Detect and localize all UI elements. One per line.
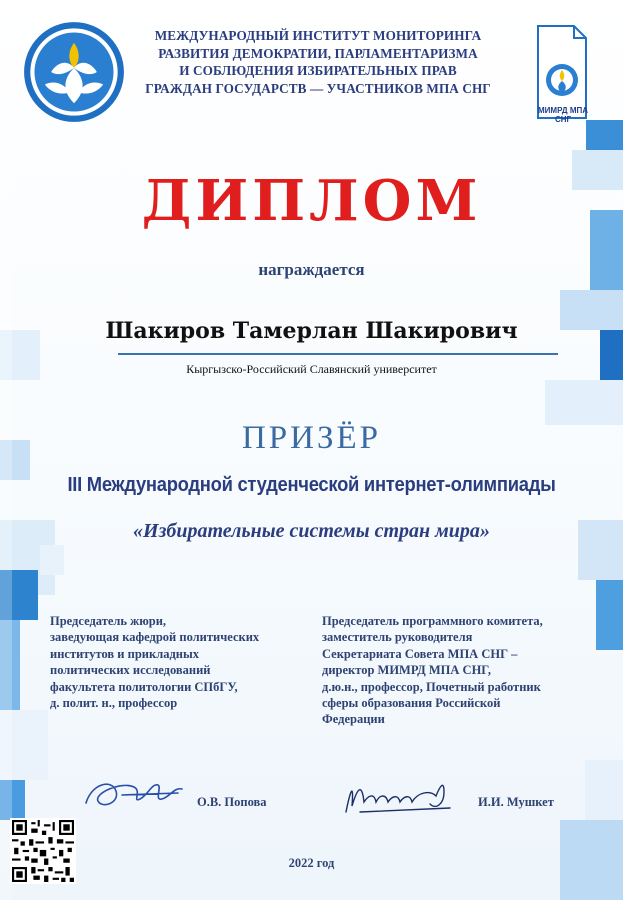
position-line: институтов и прикладных bbox=[50, 646, 199, 661]
position-line: директор МИМРД МПА СНГ, bbox=[322, 663, 491, 678]
position-line: д.ю.н., профессор, Почетный работник bbox=[322, 679, 541, 694]
recipient-university: Кыргызско-Российский Славянский университет bbox=[186, 362, 437, 376]
position-line: сферы образования Российской bbox=[322, 696, 501, 711]
organization-line: ГРАЖДАН ГОСУДАРСТВ — УЧАСТНИКОВ МПА СНГ bbox=[145, 80, 491, 96]
position-line: Секретариата Совета МПА СНГ – bbox=[322, 646, 518, 661]
recipient-underline bbox=[118, 353, 558, 355]
position-line: заместитель руководителя bbox=[322, 630, 473, 645]
position-line: Федерации bbox=[322, 712, 385, 727]
left-signature bbox=[82, 773, 192, 815]
prize-title: ПРИЗЁР bbox=[241, 420, 382, 456]
position-line: факультета политологии СПбГУ, bbox=[50, 679, 238, 694]
position-line: заведующая кафедрой политических bbox=[50, 630, 260, 645]
recipient-name: Шакиров Тамерлан Шакирович bbox=[105, 318, 518, 344]
position-line: Председатель жюри, bbox=[50, 614, 167, 628]
olympiad-name: «Избирательные системы стран мира» bbox=[133, 520, 490, 542]
organization-name bbox=[118, 27, 518, 97]
olympiad-title: III Международной студенческой интернет-олимпиады bbox=[67, 474, 556, 496]
position-line: д. полит. н., профессор bbox=[50, 696, 178, 711]
organization-line: И СОБЛЮДЕНИЯ ИЗБИРАТЕЛЬНЫХ ПРАВ bbox=[179, 63, 457, 78]
cis-ipa-emblem-icon bbox=[22, 20, 126, 124]
qr-code-icon bbox=[10, 818, 76, 884]
right-signer-name: И.И. Мушкет bbox=[478, 795, 554, 809]
position-line: политических исследований bbox=[50, 663, 211, 678]
right-signatory-position bbox=[322, 613, 543, 728]
awarded-label: награждается bbox=[258, 260, 365, 279]
organization-line: РАЗВИТИЯ ДЕМОКРАТИИ, ПАРЛАМЕНТАРИЗМА bbox=[158, 45, 478, 61]
left-signer-name: О.В. Попова bbox=[197, 795, 267, 809]
mimrd-logo-caption: МИМРД МПА СНГ bbox=[537, 106, 589, 124]
right-signature bbox=[340, 772, 462, 822]
organization-line: МЕЖДУНАРОДНЫЙ ИНСТИТУТ МОНИТОРИНГА bbox=[154, 28, 482, 43]
diploma-year: 2022 год bbox=[288, 856, 335, 870]
position-line: Председатель программного комитета, bbox=[322, 614, 543, 628]
diploma-title: ДИПЛОМ bbox=[141, 168, 482, 234]
left-signatory-position bbox=[50, 613, 259, 711]
